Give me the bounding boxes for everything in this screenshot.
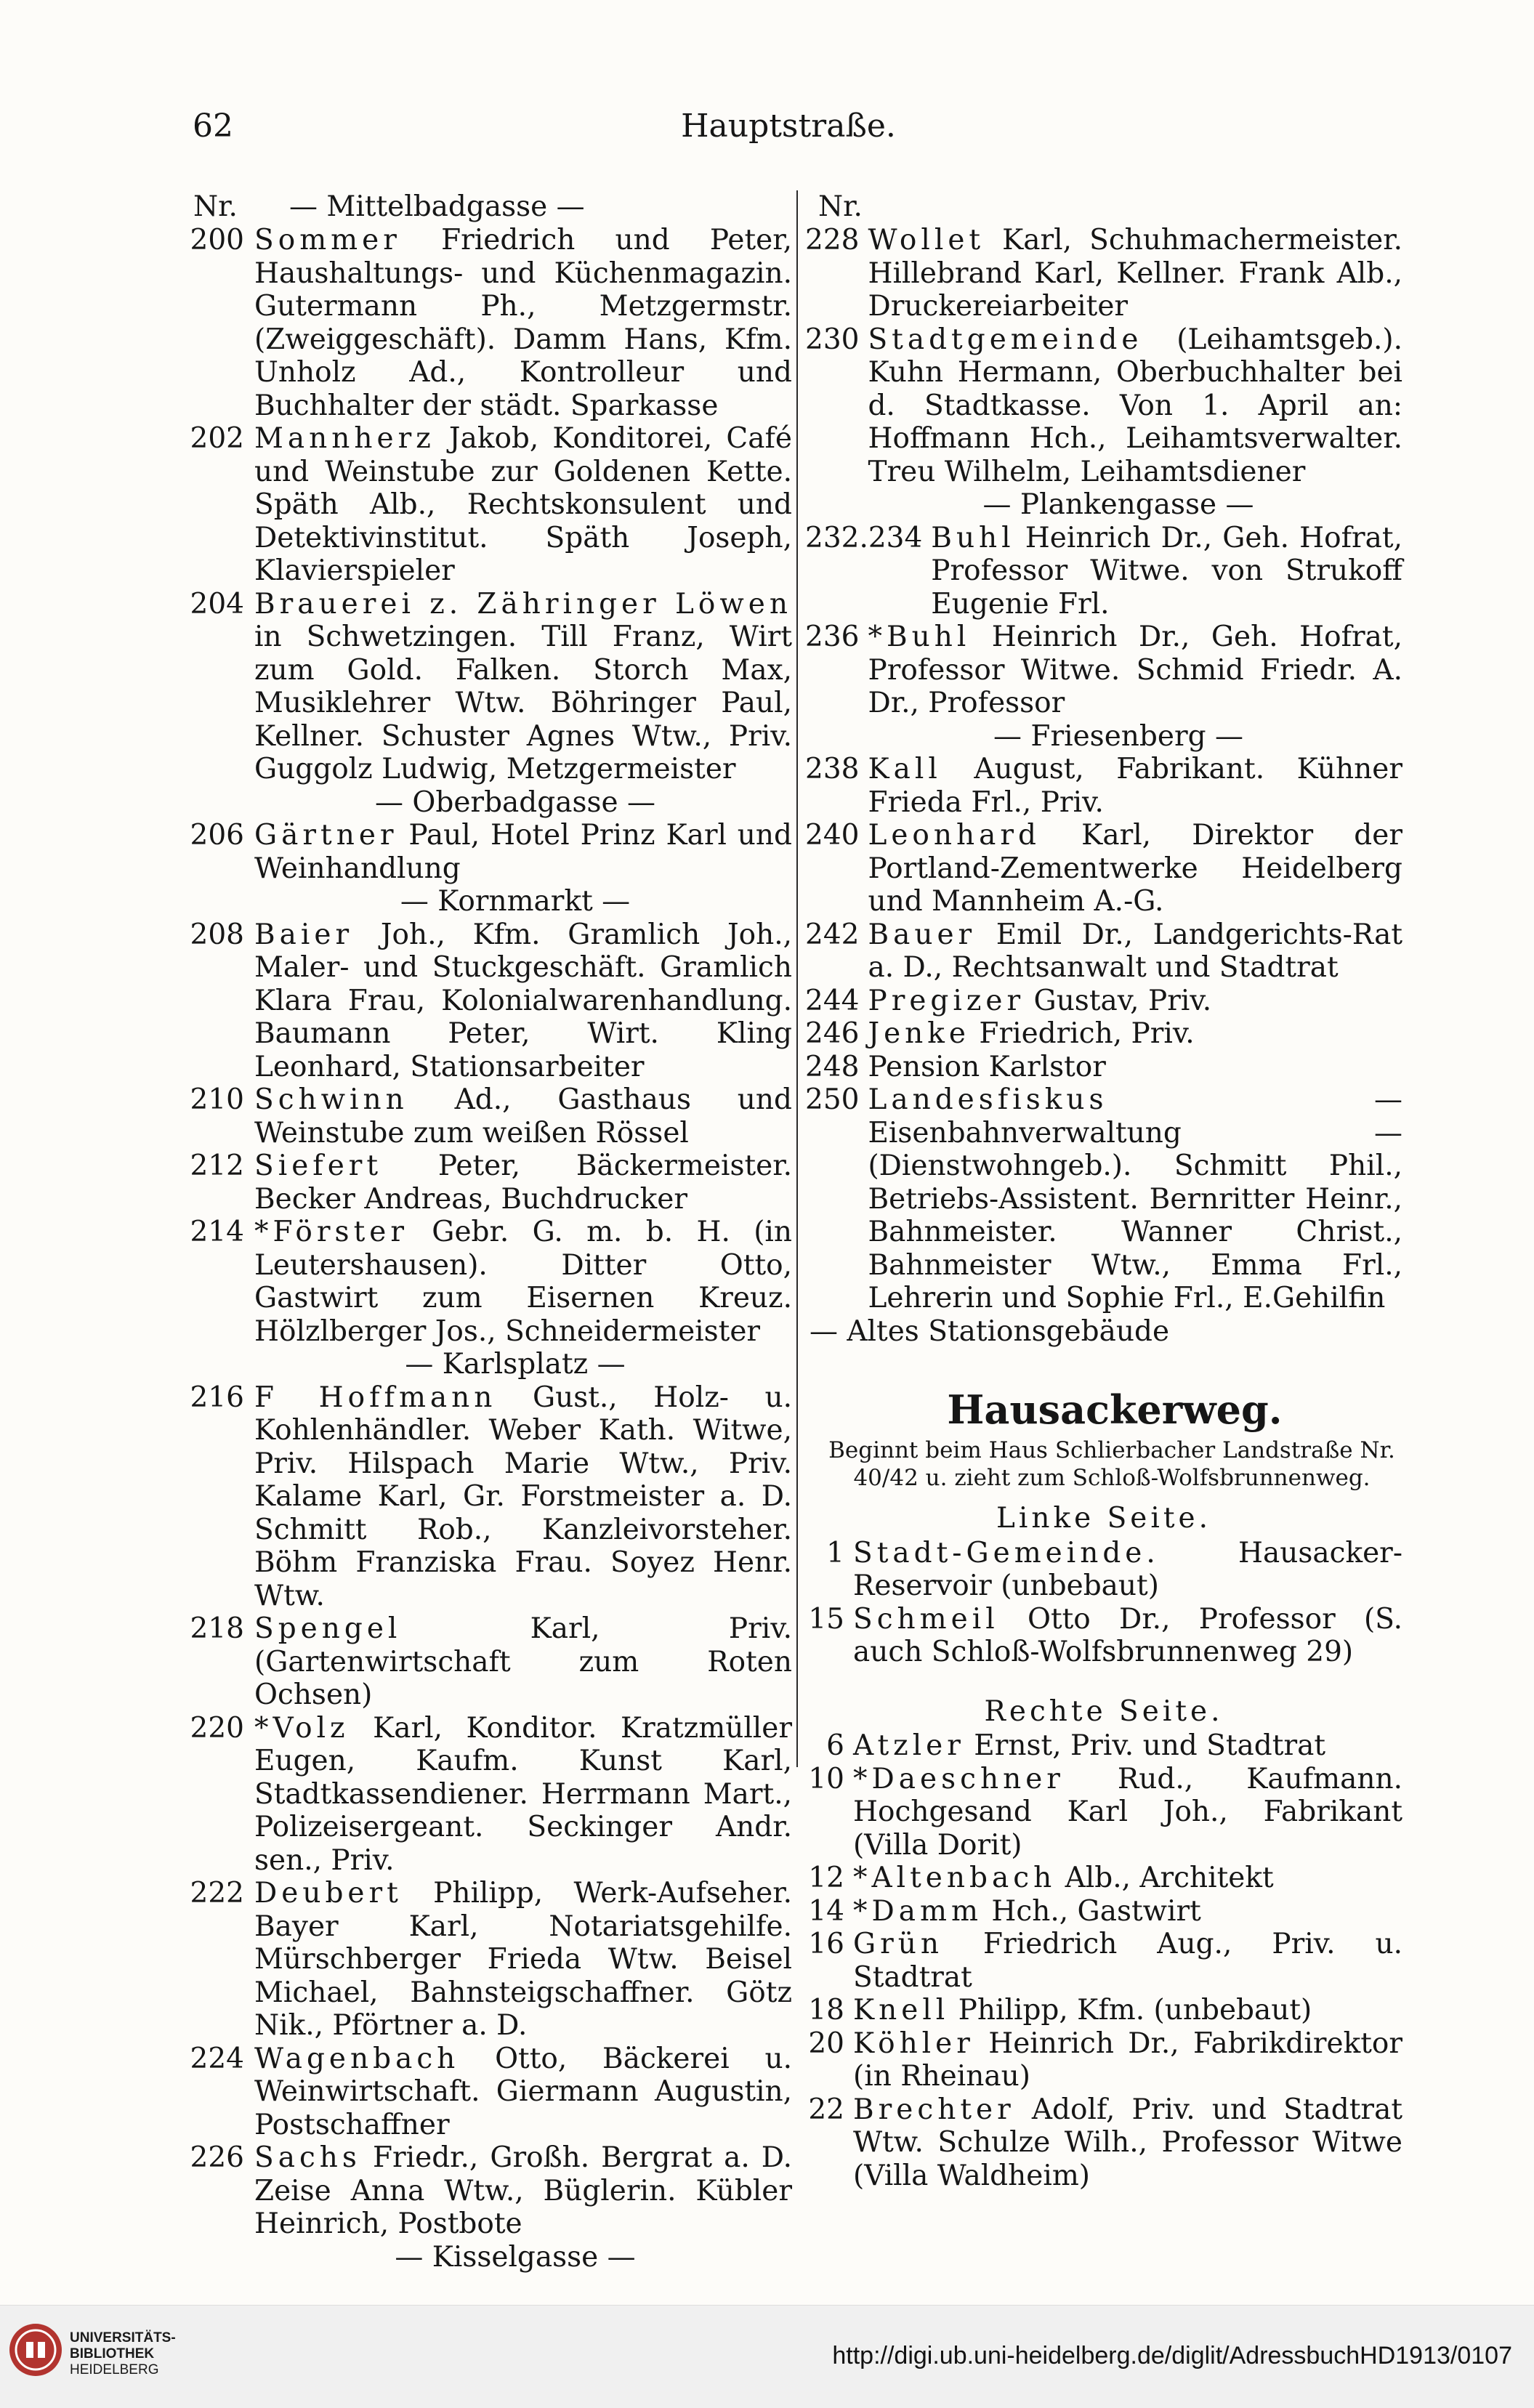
entry-details: Pension Karlstor (868, 1050, 1106, 1083)
library-line: UNIVERSITÄTS- (70, 2330, 176, 2346)
entry-details: Friedrich, Priv. (970, 1017, 1195, 1050)
house-number: 228 (805, 224, 860, 256)
entry-details: Friedrich und Peter, Haushaltungs- und Küchenmagazin. Gutermann Ph., Metzgermstr. (Zweiggeschäft). Damm Hans, Kfm. Unholz Ad., Kontrolleur und Buchhalter der städt. Sparkasse (254, 224, 792, 422)
street-section-label: — Mittelbadgasse — (289, 190, 585, 223)
house-number: 18 (808, 1994, 844, 2027)
right-column (805, 190, 1402, 2192)
entry-text (868, 621, 1402, 720)
house-number: 240 (805, 819, 860, 852)
resident-name: Sachs (254, 2141, 361, 2174)
house-number: 220 (190, 1711, 244, 1745)
entry-text (868, 819, 1402, 918)
entry-text (868, 1083, 1402, 1315)
left-entry-list (173, 224, 792, 2274)
house-number: 216 (190, 1381, 244, 1414)
entry-details: Philipp, Kfm. (unbebaut) (949, 1994, 1312, 2027)
university-seal-icon (7, 2322, 64, 2378)
entry-text (853, 2093, 1402, 2193)
entry-text (254, 2043, 792, 2142)
address-entry (805, 1862, 1402, 1895)
address-entry (805, 2093, 1402, 2193)
entry-text (254, 1877, 792, 2043)
entry-text (853, 1862, 1402, 1895)
entry-details: in Schwetzingen. Till Franz, Wirt zum Gold. Falken. Storch Max, Musiklehrer Wtw. Böhringer Paul, Kellner. Schuster Agnes Wtw., Priv. Guggolz Ludwig, Metzgermeister (254, 621, 792, 785)
right-side-entries (805, 1729, 1402, 2192)
address-entry (805, 819, 1402, 918)
house-number: 248 (805, 1050, 860, 1083)
entry-details: August, Fabrikant. Kühner Frieda Frl., Priv. (868, 753, 1402, 819)
resident-name: *Buhl (868, 621, 971, 653)
resident-name: Stadt-Gemeinde. (853, 1536, 1160, 1569)
resident-name: Bauer (868, 918, 977, 951)
house-number: 222 (190, 1877, 244, 1910)
street-section-heading: — Kornmarkt — (400, 885, 631, 918)
entry-text (254, 1083, 792, 1150)
address-entry (173, 1216, 792, 1348)
address-entry (805, 1537, 1402, 1603)
entry-text (254, 918, 792, 1084)
house-number: 230 (805, 323, 860, 356)
entry-details: Adolf, Priv. und Stadtrat Wtw. Schulze Wilh., Professor Witwe (Villa Waldheim) (853, 2093, 1402, 2192)
house-number: 1 (826, 1536, 844, 1569)
nr-label: Nr. (818, 190, 863, 223)
entry-text (853, 1729, 1402, 1763)
address-entry (805, 985, 1402, 1018)
house-number: 12 (808, 1862, 844, 1894)
street-section-heading: — Karlsplatz — (405, 1348, 626, 1381)
street-heading: Hausackerweg. (947, 1386, 1283, 1433)
resident-name: *Altenbach (853, 1862, 1057, 1894)
entry-text (254, 1612, 792, 1712)
side-heading-left: Linke Seite. (996, 1502, 1212, 1535)
page-number: 62 (193, 108, 233, 145)
address-entry (805, 918, 1402, 985)
entry-details: Joh., Kfm. Gramlich Joh., Maler- und Stuckgeschäft. Gramlich Klara Frau, Kolonialwarenhandlung. Baumann Peter, Wirt. Kling Leonhard, Stationsarbeiter (254, 918, 792, 1083)
address-entry (805, 224, 1402, 323)
resident-name: Gärtner (254, 819, 398, 852)
column-divider (796, 190, 798, 1767)
entry-details: Karl, Direktor der Portland-Zementwerke Heidelberg und Mannheim A.-G. (868, 819, 1402, 918)
entry-text (868, 918, 1402, 985)
entry-details: Heinrich Dr., Geh. Hofrat, Professor Witwe. Schmid Friedr. A. Dr., Professor (868, 621, 1402, 719)
address-entry (173, 2141, 792, 2241)
resident-name: Wagenbach (254, 2042, 460, 2075)
house-number: 238 (805, 753, 860, 785)
resident-name: Atzler (853, 1729, 965, 1762)
address-entry (173, 1150, 792, 1216)
house-number: 15 (808, 1602, 844, 1636)
entry-text (868, 1051, 1402, 1084)
resident-name: Pregizer (868, 984, 1025, 1017)
entry-details: Alb., Architekt (1056, 1862, 1274, 1894)
house-number: 246 (805, 1017, 860, 1050)
resident-name: Deubert (254, 1877, 403, 1910)
entry-details: Otto, Bäckerei u. Weinwirtschaft. Giermann Augustin, Postschaffner (254, 2042, 792, 2141)
resident-name: Jenke (868, 1017, 970, 1050)
address-entry (805, 1083, 1402, 1315)
address-entry (805, 753, 1402, 819)
entry-details: (Leihamtsgeb.). Kuhn Hermann, Oberbuchhalter bei d. Stadtkasse. Von 1. April an: Hoffmann Hch., Leihamtsverwalter. Treu Wilhelm, Leihamtsdiener (868, 323, 1402, 488)
house-number: 236 (805, 621, 860, 653)
entry-details: Rud., Kaufmann. Hochgesand Karl Joh., Fabrikant (Villa Dorit) (853, 1762, 1402, 1862)
entry-details: Emil Dr., Landgerichts-Rat a. D., Rechtsanwalt und Stadtrat (868, 918, 1402, 984)
entry-details: Heinrich Dr., Geh. Hofrat, Professor Witwe. von Strukoff Eugenie Frl. (931, 521, 1402, 621)
house-number: 232.234 (805, 521, 923, 554)
resident-name: *Förster (254, 1216, 408, 1248)
entry-text (853, 1537, 1402, 1603)
resident-name: Brauerei z. Zähringer Löwen (254, 587, 792, 621)
entry-details: Gebr. G. m. b. H. (in Leutershausen). Ditter Otto, Gastwirt zum Eisernen Kreuz. Hölzlberger Jos., Schneidermeister (254, 1216, 792, 1348)
resident-name: Knell (853, 1994, 950, 2027)
address-entry (173, 1712, 792, 1878)
street-section-heading: — Oberbadgasse — (375, 785, 655, 819)
house-number: 204 (190, 587, 244, 621)
house-number: 226 (190, 2141, 244, 2174)
house-number: 206 (190, 819, 244, 852)
entry-text (868, 1017, 1402, 1051)
house-number: 214 (190, 1216, 244, 1248)
viewer-footer (0, 2305, 1534, 2408)
library-line: HEIDELBERG (70, 2362, 159, 2377)
spacer (805, 1669, 1402, 1691)
resident-name: *Volz (254, 1711, 350, 1745)
entry-details: Hch., Gastwirt (982, 1894, 1201, 1928)
entry-text (254, 422, 792, 588)
resident-name: Sommer (254, 224, 401, 256)
entry-text (853, 1895, 1402, 1928)
entry-details: Gustav, Priv. (1025, 984, 1212, 1017)
entry-text (254, 2141, 792, 2241)
resident-name: Köhler (853, 2027, 974, 2060)
resident-name: *Daeschner (853, 1762, 1065, 1795)
entry-details: Otto Dr., Professor (S. auch Schloß-Wolfsbrunnenweg 29) (853, 1602, 1402, 1668)
entry-details: Gust., Holz- u. Kohlenhändler. Weber Kath. Witwe, Priv. Hilspach Marie Wtw., Priv. Kalame Karl, Gr. Forstmeister a. D. Schmitt Rob., Kanzleivorsteher. Böhm Franziska Frau. Soyez Henr. Wtw. (254, 1381, 792, 1612)
side-heading-right: Rechte Seite. (984, 1694, 1224, 1728)
entry-note: — Altes Stationsgebäude (810, 1314, 1170, 1348)
address-entry (805, 621, 1402, 720)
house-number: 244 (805, 984, 860, 1017)
entry-details: Heinrich Dr., Fabrikdirektor (in Rheinau) (853, 2027, 1402, 2093)
address-entry (805, 1051, 1402, 1084)
resident-name: Buhl (931, 521, 1015, 554)
address-entry (173, 422, 792, 588)
street-section-heading: — Plankengasse — (982, 488, 1254, 521)
resident-name: Grün (853, 1928, 944, 1960)
address-entry (805, 1928, 1402, 1994)
resident-name: Brechter (853, 2093, 1015, 2126)
entry-text (254, 1216, 792, 1348)
resident-name: Kall (868, 753, 942, 785)
address-entry (805, 1763, 1402, 1862)
address-entry (173, 819, 792, 885)
entry-details: Jakob, Konditorei, Café und Weinstube zur Goldenen Kette. Späth Alb., Rechtskonsulent und Detektivinstitut. Späth Joseph, Klavierspieler (254, 422, 792, 587)
address-entry (805, 1017, 1402, 1051)
entry-text (853, 2027, 1402, 2093)
house-number: 14 (808, 1894, 844, 1928)
address-entry (173, 224, 792, 422)
house-number: 210 (190, 1083, 244, 1116)
entry-text (868, 985, 1402, 1018)
running-head (193, 108, 1384, 158)
page-title: Hauptstraße. (681, 108, 896, 145)
entry-details: Friedr., Großh. Bergrat a. D. Zeise Anna Wtw., Büglerin. Kübler Heinrich, Postbote (254, 2141, 792, 2240)
house-number: 250 (805, 1083, 860, 1116)
address-entry (173, 1083, 792, 1150)
document-url-link[interactable]: http://digi.ub.uni-heidelberg.de/diglit/AdressbuchHD1913/0107 (832, 2342, 1512, 2369)
address-entry (805, 1603, 1402, 1669)
address-entry (805, 522, 1402, 621)
house-number: 6 (826, 1729, 844, 1762)
house-number: 218 (190, 1612, 244, 1645)
entry-text (254, 224, 792, 422)
entry-details: Karl, Schuhmachermeister. Hillebrand Karl, Kellner. Frank Alb., Druckereiarbeiter (868, 224, 1402, 323)
resident-name: Leonhard (868, 819, 1041, 852)
resident-name: Wollet (868, 224, 985, 256)
resident-name: Landesfiskus (868, 1083, 1108, 1116)
entry-details: — Eisenbahnverwaltung — (Dienstwohngeb.). Schmitt Phil., Betriebs-Assistent. Bernritter Heinr., Bahnmeister. Wanner Christ., Bahnmeister Wtw., Emma Frl., Lehrerin und Sophie Frl., E.Gehilfin (868, 1083, 1402, 1314)
right-entry-list (805, 224, 1402, 1348)
address-entry (173, 1612, 792, 1712)
resident-name: Schwinn (254, 1083, 408, 1116)
resident-name: Spengel (254, 1612, 402, 1645)
entry-details: Peter, Bäckermeister. Becker Andreas, Buchdrucker (254, 1150, 792, 1216)
entry-details: Paul, Hotel Prinz Karl und Weinhandlung (254, 819, 792, 885)
address-entry (805, 2027, 1402, 2093)
street-section-heading: — Friesenberg — (993, 719, 1243, 753)
address-entry (173, 1381, 792, 1613)
library-name (70, 2330, 176, 2378)
resident-name: F Hoffmann (254, 1381, 497, 1414)
resident-name: Siefert (254, 1150, 383, 1182)
house-number: 22 (808, 2093, 844, 2126)
entry-text (254, 1150, 792, 1216)
address-entry (805, 1729, 1402, 1763)
entry-details: Ad., Gasthaus und Weinstube zum weißen Rössel (254, 1083, 792, 1150)
resident-name: *Damm (853, 1894, 982, 1928)
entry-text (853, 1994, 1402, 2027)
house-number: 10 (808, 1762, 844, 1795)
house-number: 202 (190, 422, 244, 455)
house-number: 208 (190, 918, 244, 951)
address-entry (805, 1994, 1402, 2027)
resident-name: Baier (254, 918, 354, 951)
address-entry (805, 1895, 1402, 1928)
left-column (173, 190, 792, 2274)
house-number: 200 (190, 224, 244, 256)
entry-details: Friedrich Aug., Priv. u. Stadtrat (853, 1928, 1402, 1994)
entry-text (254, 819, 792, 885)
house-number: 212 (190, 1150, 244, 1182)
address-entry (173, 2043, 792, 2142)
address-entry (173, 1877, 792, 2043)
house-number: 224 (190, 2042, 244, 2075)
entry-text (868, 753, 1402, 819)
entry-details: Karl, Konditor. Kratzmüller Eugen, Kaufm. Kunst Karl, Stadtkassendiener. Herrmann Mart., Polizeisergeant. Seckinger Andr. sen., Priv. (254, 1711, 792, 1877)
entry-details: Ernst, Priv. und Stadtrat (964, 1729, 1326, 1762)
house-number: 242 (805, 918, 860, 951)
left-side-entries (805, 1537, 1402, 1669)
house-number: 20 (808, 2027, 844, 2060)
resident-name: Mannherz (254, 422, 435, 455)
house-number: 16 (808, 1928, 844, 1960)
column-header (173, 190, 792, 224)
column-header (805, 190, 1402, 224)
entry-details: Philipp, Werk-Aufseher. Bayer Karl, Notariatsgehilfe. Mürschberger Frieda Wtw. Beisel Michael, Bahnsteigschaffner. Götz Nik., Pförtner a. D. (254, 1877, 792, 2042)
entry-text (254, 1712, 792, 1878)
street-description: Beginnt beim Haus Schlierbacher Landstraße Nr. 40/42 u. zieht zum Schloß-Wolfsbrunnenweg. (828, 1437, 1395, 1491)
address-entry (805, 323, 1402, 489)
street-section-heading: — Kisselgasse — (395, 2240, 636, 2274)
entry-details: Hausacker-Reservoir (unbebaut) (853, 1536, 1402, 1602)
entry-details: Karl, Priv. (Gartenwirtschaft zum Roten Ochsen) (254, 1612, 792, 1711)
entry-text (853, 1763, 1402, 1862)
entry-text (254, 1381, 792, 1613)
entry-text (853, 1603, 1402, 1669)
address-entry (173, 918, 792, 1084)
entry-text (254, 588, 792, 786)
address-entry (173, 588, 792, 786)
nr-label: Nr. (193, 190, 238, 223)
entry-text (931, 522, 1402, 621)
resident-name: Schmeil (853, 1602, 999, 1636)
entry-text (853, 1928, 1402, 1994)
entry-text (868, 224, 1402, 323)
resident-name: Stadtgemeinde (868, 323, 1143, 356)
entry-text (868, 323, 1402, 489)
library-line: BIBLIOTHEK (70, 2346, 155, 2361)
